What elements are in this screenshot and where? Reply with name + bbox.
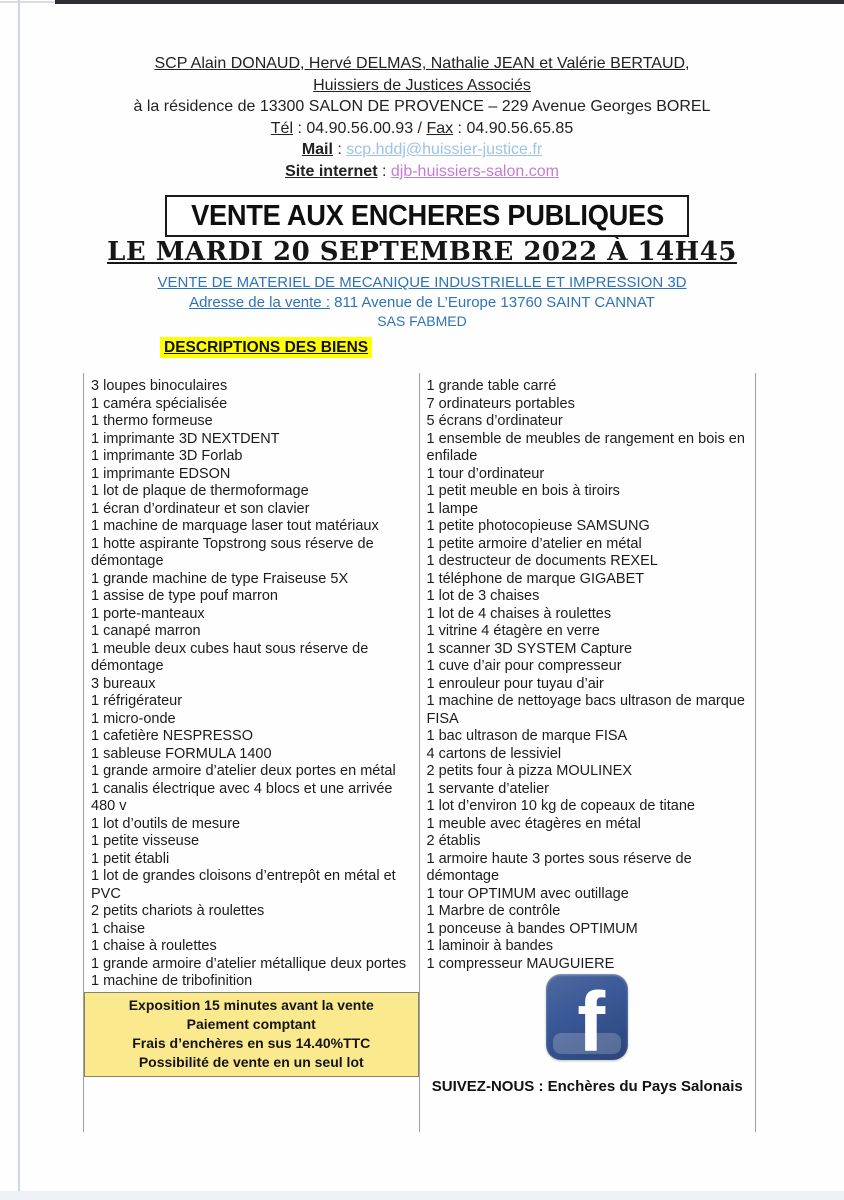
list-item: 3 bureaux: [91, 675, 156, 692]
list-item: 1 enrouleur pour tuyau d’air: [426, 675, 604, 692]
list-item: 1 canalis électrique avec 4 blocs et une arrivée 480 v: [91, 780, 393, 814]
mail-label: Mail: [301, 141, 333, 158]
list-item: 1 machine de marquage laser tout matériaux: [91, 518, 379, 534]
mail-address-link[interactable]: scp.hddj@huissier-justice.fr: [346, 141, 543, 158]
company-name: SAS FABMED: [377, 313, 467, 329]
list-item: 1 cafetière NESPRESSO: [91, 728, 253, 744]
sale-condition-line: Frais d’enchères en sus 14.40%TTC: [132, 1035, 371, 1051]
list-item: 1 porte-manteaux: [91, 605, 205, 622]
list-item: 1 grande armoire d’atelier métallique deux portes: [91, 955, 407, 972]
list-item: 2 établis: [426, 833, 481, 849]
sale-condition-line: Possibilité de vente en un seul lot: [138, 1054, 364, 1070]
items-column-right: [420, 373, 756, 1132]
list-item: 1 assise de type pouf marron: [91, 588, 278, 604]
scan-artifact-top-faint: [0, 1, 55, 3]
list-item: 1 chaise à roulettes: [91, 938, 217, 954]
list-item: 1 machine de tribofinition: [91, 973, 253, 989]
list-item: 1 ensemble de meubles de rangement en bois en enfilade: [426, 430, 745, 464]
site-colon: :: [377, 162, 391, 180]
list-item: 1 bac ultrason de marque FISA: [426, 728, 628, 744]
venue-address: 811 Avenue de L’Europe 13760 SAINT CANNAT: [329, 294, 655, 311]
letterhead-office: Huissiers de Justices Associés: [313, 76, 531, 94]
sale-conditions-box: [84, 992, 419, 1077]
list-item: 1 destructeur de documents REXEL: [426, 553, 658, 569]
list-item: 1 grande table carré: [426, 378, 557, 394]
list-item: 1 imprimante 3D NEXTDENT: [91, 430, 280, 447]
list-item: 1 hotte aspirante Topstrong sous réserve de démontage: [91, 535, 374, 569]
facebook-icon-gloss-bar: [553, 1033, 621, 1054]
tel-value: : 04.90.56.00.93 /: [293, 119, 427, 137]
list-item: 1 thermo formeuse: [91, 413, 213, 429]
list-item: 1 lampe: [426, 500, 479, 517]
list-item: 1 réfrigérateur: [91, 693, 183, 709]
list-item: 2 petits chariots à roulettes: [91, 903, 265, 919]
main-title-box: [165, 195, 689, 237]
list-item: 1 chaise: [91, 920, 146, 937]
letterhead-address: à la résidence de 13300 SALON DE PROVENCE – 229 Avenue Georges BOREL: [133, 98, 711, 115]
list-item: 5 écrans d’ordinateur: [426, 413, 563, 429]
section-heading: [160, 339, 372, 357]
facebook-f-glyph: f: [577, 975, 606, 1060]
letterhead: [0, 53, 844, 182]
letterhead-names: SCP Alain DONAUD, Hervé DELMAS, Nathalie JEAN et Valérie BERTAUD,: [154, 55, 690, 72]
facebook-block: [420, 974, 756, 1065]
list-item: 1 Marbre de contrôle: [426, 903, 561, 919]
mail-colon: :: [332, 141, 347, 158]
website-link[interactable]: djb-huissiers-salon.com: [390, 162, 559, 180]
list-item: 1 grande machine de type Fraiseuse 5X: [91, 570, 349, 587]
list-item: 1 tour d’ordinateur: [426, 465, 545, 482]
list-item: 1 laminoir à bandes: [426, 938, 554, 954]
scan-artifact-top: [55, 0, 844, 4]
items-table: [83, 373, 756, 1132]
sale-condition-line: Paiement comptant: [186, 1016, 316, 1032]
sale-type-text: VENTE DE MATERIEL DE MECANIQUE INDUSTRIELLE ET IMPRESSION 3D: [157, 274, 687, 291]
fax-label: Fax: [426, 119, 454, 137]
list-item: 3 loupes binoculaires: [91, 378, 228, 394]
items-column-left: [84, 373, 420, 1132]
list-item: 1 imprimante EDSON: [91, 465, 231, 482]
list-item: 1 lot de 3 chaises: [426, 588, 540, 604]
list-item: 1 petite visseuse: [91, 833, 200, 849]
list-item: 1 tour OPTIMUM avec outillage: [426, 885, 629, 902]
tel-label: Tél: [270, 119, 293, 137]
list-item: 1 ponceuse à bandes OPTIMUM: [426, 920, 638, 937]
list-item: 1 vitrine 4 étagère en verre: [426, 623, 600, 639]
list-item: 1 écran d’ordinateur et son clavier: [91, 500, 310, 517]
letterhead-site-line: [0, 161, 844, 183]
follow-us-text: SUIVEZ-NOUS : Enchères du Pays Salonais: [431, 1078, 743, 1095]
section-heading-text: DESCRIPTIONS DES BIENS: [160, 337, 372, 358]
list-item: 1 meuble avec étagères en métal: [426, 815, 641, 832]
sale-conditions-list: [85, 996, 418, 1072]
list-item: 1 caméra spécialisée: [91, 395, 228, 412]
main-title: VENTE AUX ENCHERES PUBLIQUES: [190, 200, 664, 232]
auction-date: LE MARDI 20 SEPTEMBRE 2022 À 14H45: [107, 237, 737, 267]
list-item: 1 micro-onde: [91, 710, 176, 727]
list-item: 1 scanner 3D SYSTEM Capture: [426, 640, 633, 657]
list-item: 1 lot de grandes cloisons d’entrepôt en métal et PVC: [91, 868, 396, 902]
list-item: 1 imprimante 3D Forlab: [91, 448, 243, 464]
sale-type-line: [0, 274, 844, 291]
letterhead-phone-line: [0, 118, 844, 140]
list-item: 4 cartons de lessiviel: [426, 745, 562, 762]
list-item: 1 lot d’environ 10 kg de copeaux de titane: [426, 798, 695, 814]
list-item: 1 petite photocopieuse SAMSUNG: [426, 518, 650, 534]
list-item: 1 machine de nettoyage bacs ultrason de marque FISA: [426, 693, 745, 727]
list-item: 7 ordinateurs portables: [426, 395, 575, 412]
list-item: 1 armoire haute 3 portes sous réserve de démontage: [426, 850, 692, 884]
list-item: 1 sableuse FORMULA 1400: [91, 745, 272, 762]
list-item: 1 téléphone de marque GIGABET: [426, 570, 645, 587]
list-item: 1 grande armoire d’atelier deux portes en métal: [91, 763, 396, 779]
list-item: 1 lot de 4 chaises à roulettes: [426, 605, 612, 622]
list-item: 1 servante d’atelier: [426, 780, 550, 797]
list-item: 1 meuble deux cubes haut sous réserve de démontage: [91, 640, 369, 674]
list-item: 1 compresseur MAUGUIERE: [426, 955, 615, 972]
facebook-icon[interactable]: [546, 974, 628, 1060]
sale-condition-line: Exposition 15 minutes avant la vente: [128, 997, 374, 1013]
site-label: Site internet: [285, 162, 378, 180]
list-item: 2 petits four à pizza MOULINEX: [426, 763, 632, 779]
list-item: 1 lot de plaque de thermoformage: [91, 483, 309, 499]
list-item: 1 petite armoire d’atelier en métal: [426, 535, 642, 552]
list-item: 1 petit établi: [91, 850, 170, 867]
fax-value: : 04.90.56.65.85: [453, 119, 574, 137]
list-item: 1 petit meuble en bois à tiroirs: [426, 483, 620, 499]
items-list-right: [420, 373, 756, 973]
list-item: 1 lot d’outils de mesure: [91, 815, 241, 832]
letterhead-mail-line: [0, 139, 844, 161]
items-list-left: [84, 373, 419, 991]
list-item: 1 canapé marron: [91, 623, 201, 639]
scan-artifact-bottom: [0, 1191, 844, 1200]
venue-line: [0, 294, 844, 311]
list-item: 1 cuve d’air pour compresseur: [426, 658, 622, 674]
venue-label: Adresse de la vente :: [189, 294, 330, 311]
